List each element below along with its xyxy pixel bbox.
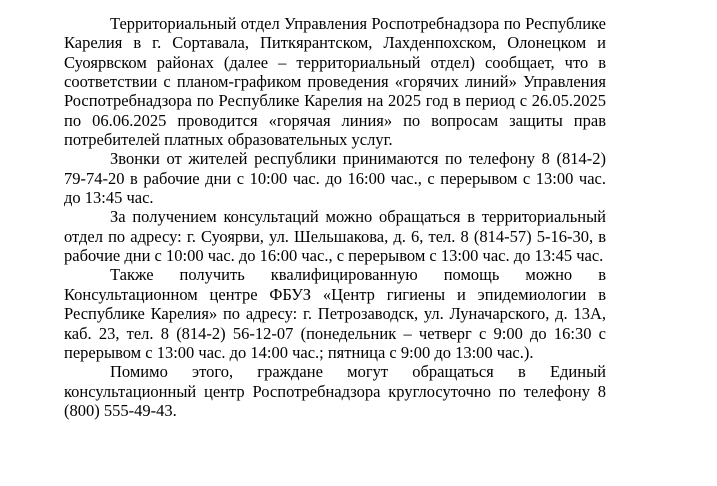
document-body [64, 14, 606, 420]
paragraph-hotline-announcement: Территориальный отдел Управления Роспотребнадзора по Республике Карелия в г. Сортавала, Питкярантском, Лахденпохском, Олонецком и Суоярвском районах (далее – территориальный отдел) сообщает, что в соответствии с планом-графиком проведения «горячих линий» Управления Роспотребнадзора по Республике Карелия на 2025 год в период с 26.05.2025 по 06.06.2025 проводится «горячая линия» по вопросам защиты прав потребителей платных образовательных услуг. [64, 14, 606, 150]
paragraph-unified-center: Помимо этого, граждане могут обращаться в Единый консультационный центр Роспотребнадзора круглосуточно по телефону 8 (800) 555-49-43. [64, 362, 606, 420]
paragraph-phone-calls: Звонки от жителей республики принимаются по телефону 8 (814-2) 79-74-20 в рабочие дни с 10:00 час. до 16:00 час., с перерывом с 13:00 час. до 13:45 час. [64, 149, 606, 208]
paragraph-office-consultation: За получением консультаций можно обращаться в территориальный отдел по адресу: г. Суоярви, ул. Шельшакова, д. 6, тел. 8 (814-57) 5-16-30, в рабочие дни с 10:00 час. до 16:00 час., с перерывом с 13:00 час. до 13:45 час. [64, 207, 606, 266]
paragraph-consultation-center: Также получить квалифицированную помощь можно в Консультационном центре ФБУЗ «Центр гигиены и эпидемиологии в Республике Карелия» по адресу: г. Петрозаводск, ул. Луначарского, д. 13А, каб. 23, тел. 8 (814-2) 56-12-07 (понедельник – четверг с 9:00 до 16:30 с перерывом с 13:00 час. до 14:00 час.; пятница с 9:00 до 13:00 час.). [64, 265, 606, 362]
